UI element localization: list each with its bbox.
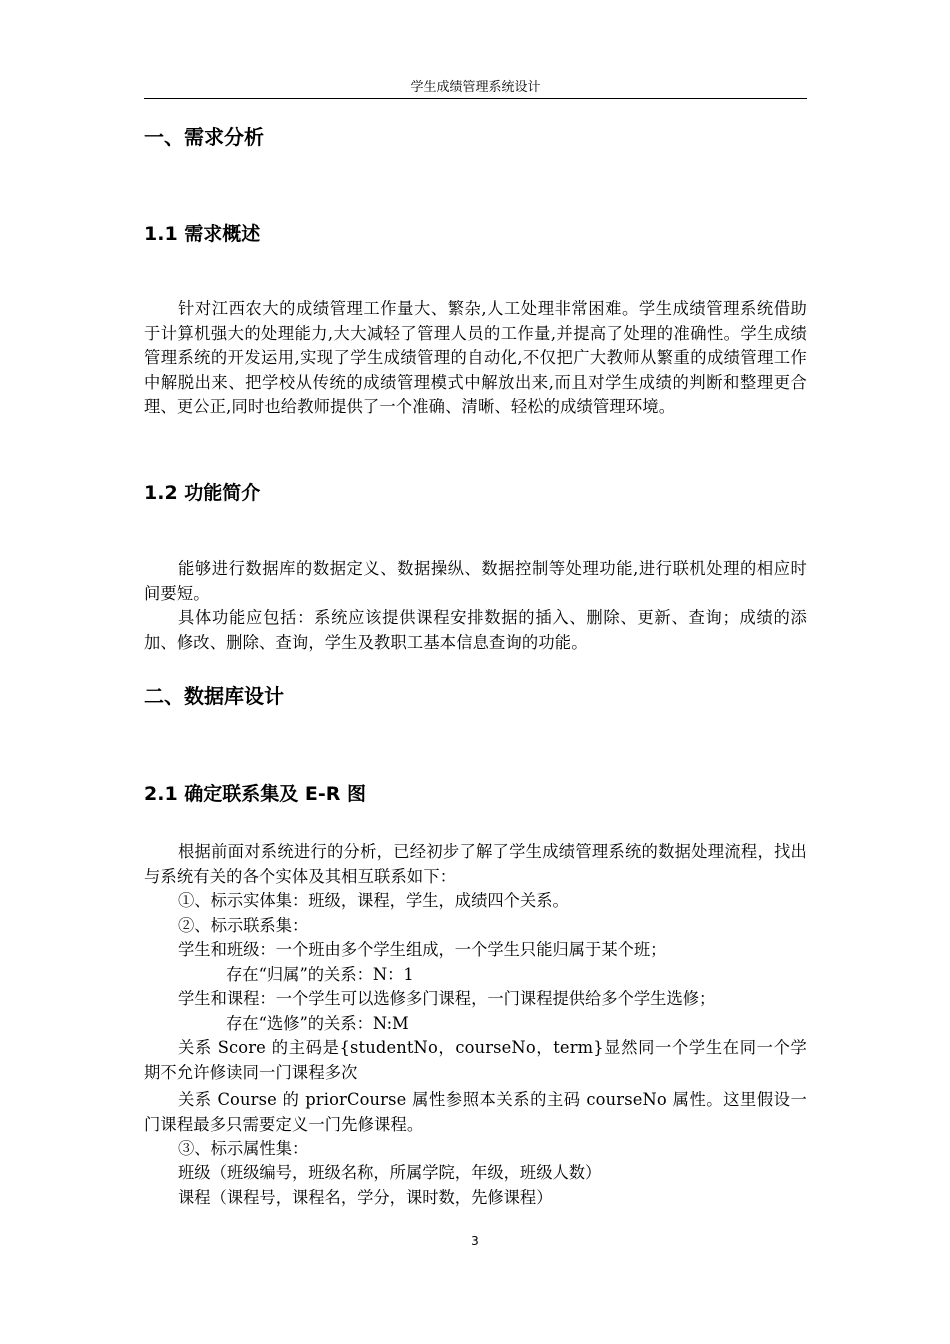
subsection-heading-er-diagram: 2.1 确定联系集及 E-R 图 bbox=[144, 783, 366, 805]
features-paragraph-2: 具体功能应包括：系统应该提供课程安排数据的插入、删除、更新、查询；成绩的添加、修改、删除、查询，学生及教职工基本信息查询的功能。 bbox=[144, 608, 807, 652]
subsection-heading-features: 1.2 功能简介 bbox=[144, 482, 261, 504]
features-paragraph-1: 能够进行数据库的数据定义、数据操纵、数据控制等处理功能,进行联机处理的相应时间要短。 bbox=[144, 559, 807, 603]
relationship-set-item: ②、标示联系集： bbox=[178, 916, 309, 935]
attribute-class: 班级（班级编号，班级名称，所属学院，年级，班级人数） bbox=[178, 1163, 602, 1182]
running-header: 学生成绩管理系统设计 bbox=[410, 80, 541, 95]
header-rule bbox=[144, 98, 807, 99]
relation-student-course-type: 存在“选修”的关系：N:M bbox=[226, 1014, 409, 1033]
attribute-course: 课程（课程号，课程名，学分，课时数，先修课程） bbox=[178, 1188, 553, 1207]
er-intro-paragraph: 根据前面对系统进行的分析，已经初步了解了学生成绩管理系统的数据处理流程，找出与系统有关的各个实体及其相互联系如下： bbox=[144, 842, 807, 886]
relation-student-class: 学生和班级：一个班由多个学生组成，一个学生只能归属于某个班； bbox=[178, 940, 667, 959]
entity-set-item: ①、标示实体集：班级，课程，学生，成绩四个关系。 bbox=[178, 891, 569, 910]
attribute-set-item: ③、标示属性集： bbox=[178, 1139, 309, 1158]
page-number: 3 bbox=[471, 1234, 479, 1248]
overview-paragraph: 针对江西农大的成绩管理工作量大、繁杂,人工处理非常困难。学生成绩管理系统借助于计算机强大的处理能力,大大减轻了管理人员的工作量,并提高了处理的准确性。学生成绩管理系统的开发运用,实现了学生成绩管理的自动化,不仅把广大教师从繁重的成绩管理工作中解脱出来、把学校从传统的成绩管理模式中解放出来,而且对学生成绩的判断和整理更合理、更公正,同时也给教师提供了一个准确、清晰、轻松的成绩管理环境。 bbox=[144, 299, 807, 416]
section-heading-requirements: 一、需求分析 bbox=[144, 125, 264, 149]
section-heading-database-design: 二、数据库设计 bbox=[144, 684, 284, 708]
relation-student-class-type: 存在“归属”的关系：N：1 bbox=[226, 965, 414, 984]
subsection-heading-overview: 1.1 需求概述 bbox=[144, 223, 261, 245]
course-prior-paragraph: 关系 Course 的 priorCourse 属性参照本关系的主码 courseNo 属性。这里假设一门课程最多只需要定义一门先修课程。 bbox=[144, 1090, 807, 1134]
score-primary-key-paragraph: 关系 Score 的主码是{studentNo，courseNo，term}显然同一个学生在同一个学期不允许修读同一门课程多次 bbox=[144, 1038, 807, 1082]
relation-student-course: 学生和课程：一个学生可以选修多门课程，一门课程提供给多个学生选修； bbox=[178, 989, 716, 1008]
